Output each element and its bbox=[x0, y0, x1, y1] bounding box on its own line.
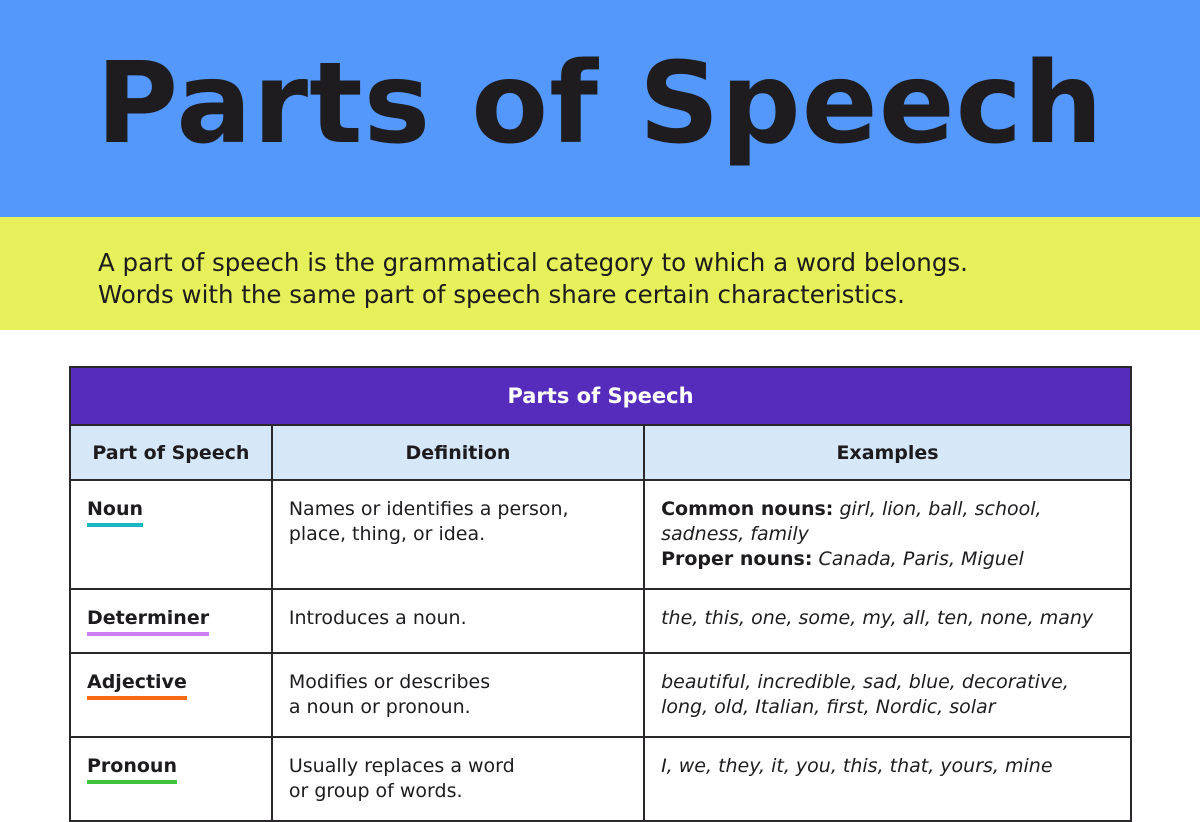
definition: Names or identifies a person, bbox=[288, 498, 569, 520]
part-of-speech: Pronoun bbox=[87, 754, 177, 784]
column-header: Examples bbox=[644, 425, 1131, 480]
definition: place, thing, or idea. bbox=[288, 523, 486, 545]
page-title: Parts of Speech bbox=[96, 38, 1104, 169]
table-row bbox=[70, 737, 1131, 821]
title-banner bbox=[0, 0, 1200, 217]
definition: Introduces a noun. bbox=[288, 607, 467, 629]
intro-line: Words with the same part of speech share certain characteristics. bbox=[98, 280, 905, 309]
examples: the, this, one, some, my, all, ten, none, many bbox=[661, 607, 1094, 629]
definition: Usually replaces a word bbox=[288, 755, 515, 777]
part-of-speech: Determiner bbox=[87, 606, 209, 636]
example-label: Proper nouns: bbox=[661, 548, 813, 570]
example-label: Common nouns: bbox=[661, 498, 834, 520]
intro-line: A part of speech is the grammatical category to which a word belongs. bbox=[98, 248, 968, 277]
definition: or group of words. bbox=[288, 780, 463, 802]
part-of-speech: Adjective bbox=[87, 670, 187, 700]
definition: a noun or pronoun. bbox=[288, 696, 471, 718]
parts-of-speech-table bbox=[69, 366, 1132, 822]
table-row bbox=[70, 653, 1131, 737]
table-row bbox=[70, 589, 1131, 653]
table-caption: Parts of Speech bbox=[70, 367, 1131, 425]
definition: Modifies or describes bbox=[288, 671, 491, 693]
table-row bbox=[70, 480, 1131, 589]
column-header: Definition bbox=[272, 425, 644, 480]
examples: I, we, they, it, you, this, that, yours, mine bbox=[661, 755, 1053, 777]
part-of-speech: Noun bbox=[87, 497, 143, 527]
examples: girl, lion, ball, school, sadness, family bbox=[661, 498, 1042, 545]
examples: Canada, Paris, Miguel bbox=[812, 548, 1024, 570]
column-header: Part of Speech bbox=[70, 425, 272, 480]
examples: beautiful, incredible, sad, blue, decorative, long, old, Italian, first, Nordic, solar bbox=[661, 671, 1069, 718]
intro-band bbox=[0, 217, 1200, 330]
